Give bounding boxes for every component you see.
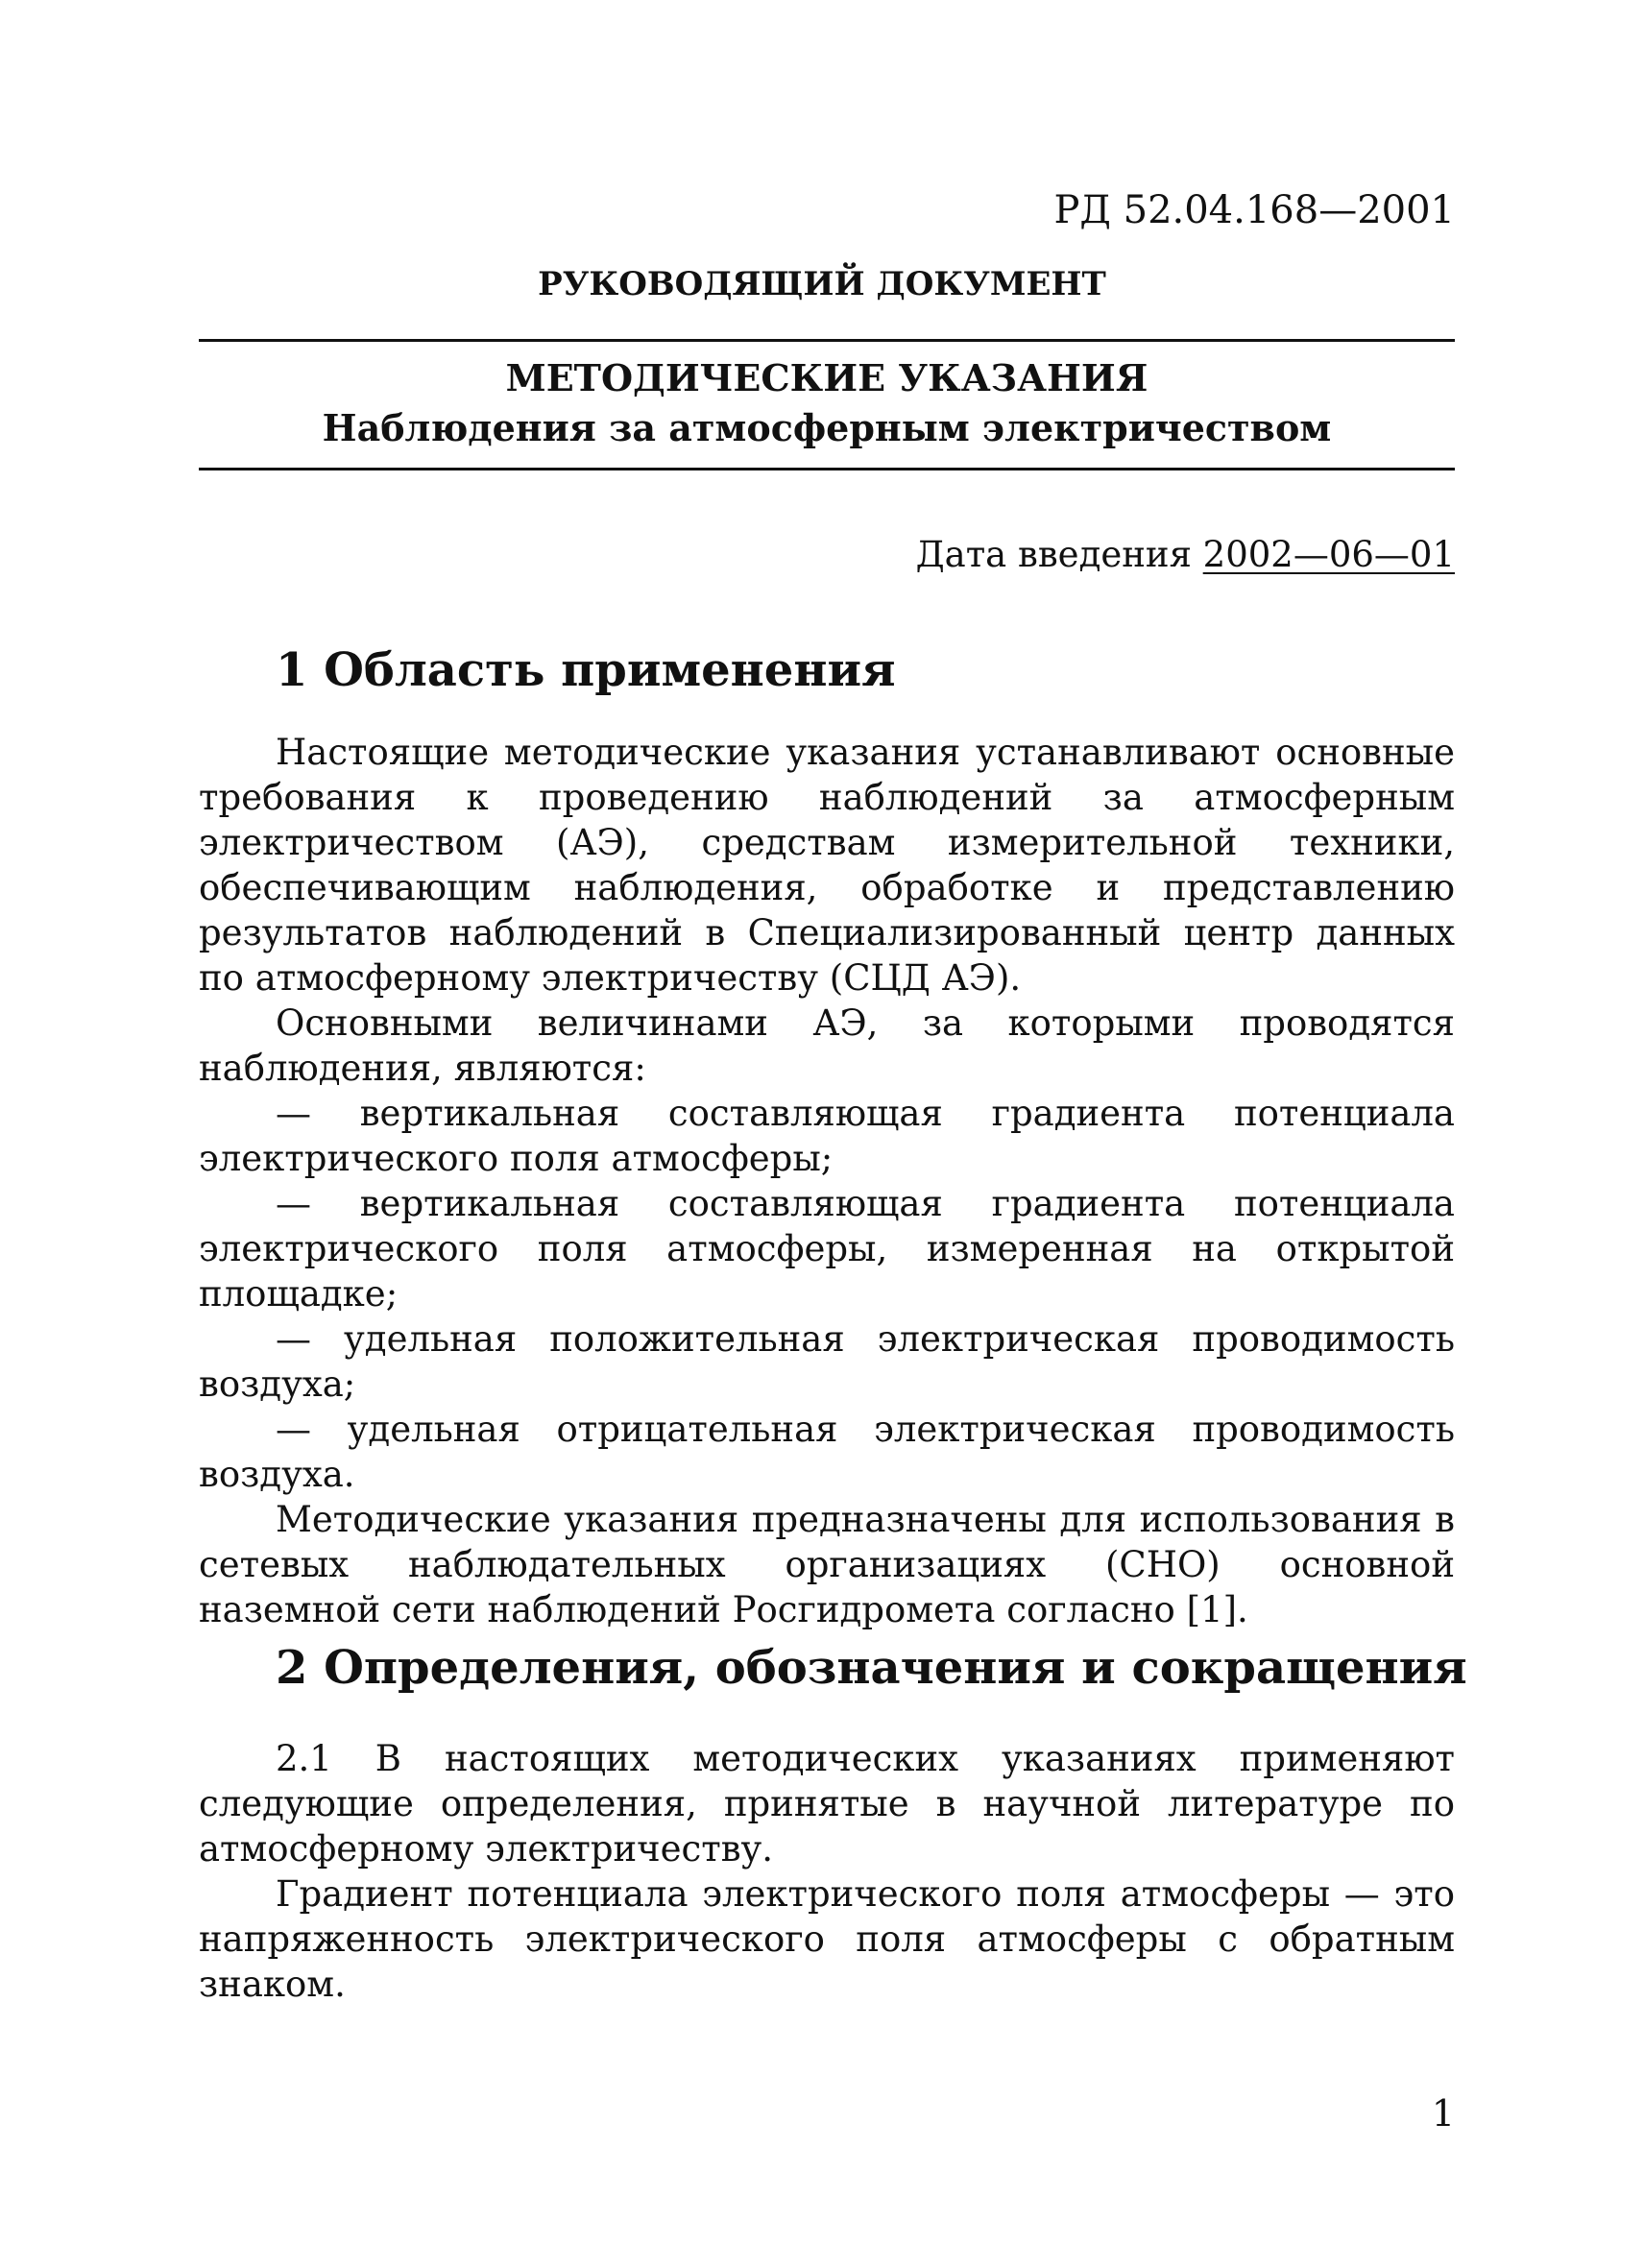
list-item: — удельная отрицательная электрическая проводимость воздуха. bbox=[199, 1409, 1455, 1495]
introduction-date-value: 2002—06—01 bbox=[1202, 534, 1455, 575]
paragraph: Основными величинами АЭ, за которыми проводятся наблюдения, являются: bbox=[199, 1002, 1455, 1089]
section-body-scope bbox=[199, 730, 1455, 1632]
document-kind: РУКОВОДЯЩИЙ ДОКУМЕНТ bbox=[538, 265, 1106, 303]
paragraph: Градиент потенциала электрического поля атмосферы — это напряженность электрического поля атмосферы с обратным знаком. bbox=[199, 1873, 1455, 2005]
document-title-line1: МЕТОДИЧЕСКИЕ УКАЗАНИЯ bbox=[505, 356, 1148, 399]
list-item: — удельная положительная электрическая проводимость воздуха; bbox=[199, 1318, 1455, 1405]
title-rule-bottom bbox=[199, 468, 1455, 470]
introduction-date-label: Дата введения bbox=[915, 534, 1192, 575]
list-item: — вертикальная составляющая градиента потенциала электрического поля атмосферы; bbox=[199, 1093, 1455, 1179]
page-number: 1 bbox=[1431, 2092, 1455, 2135]
title-rule-top bbox=[199, 339, 1455, 342]
paragraph: Настоящие методические указания устанавливают основные требования к проведению наблюдений за атмосферным электричеством (АЭ), средствам измерительной техники, обеспечивающим наблюдения, обработке и представлению результатов наблюдений в Специализированный центр данных по атмосферному электричеству (СЦД АЭ). bbox=[199, 732, 1455, 999]
document-title-line2: Наблюдения за атмосферным электричеством bbox=[322, 406, 1332, 449]
section-body-definitions bbox=[199, 1736, 1455, 2007]
section-heading-definitions: 2 Определения, обозначения и сокращения bbox=[276, 1641, 1467, 1695]
introduction-date bbox=[916, 532, 1455, 578]
document-title bbox=[199, 353, 1455, 453]
paragraph: 2.1 В настоящих методических указаниях применяют следующие определения, принятые в научной литературе по атмосферному электричеству. bbox=[199, 1738, 1455, 1870]
document-code: РД 52.04.168—2001 bbox=[1053, 188, 1455, 232]
paragraph: Методические указания предназначены для использования в сетевых наблюдательных организациях (СНО) основной наземной сети наблюдений Росгидромета согласно [1]. bbox=[199, 1499, 1455, 1630]
list-item: — вертикальная составляющая градиента потенциала электрического поля атмосферы, измеренная на открытой площадке; bbox=[199, 1183, 1455, 1315]
section-heading-scope: 1 Область применения bbox=[276, 643, 896, 697]
